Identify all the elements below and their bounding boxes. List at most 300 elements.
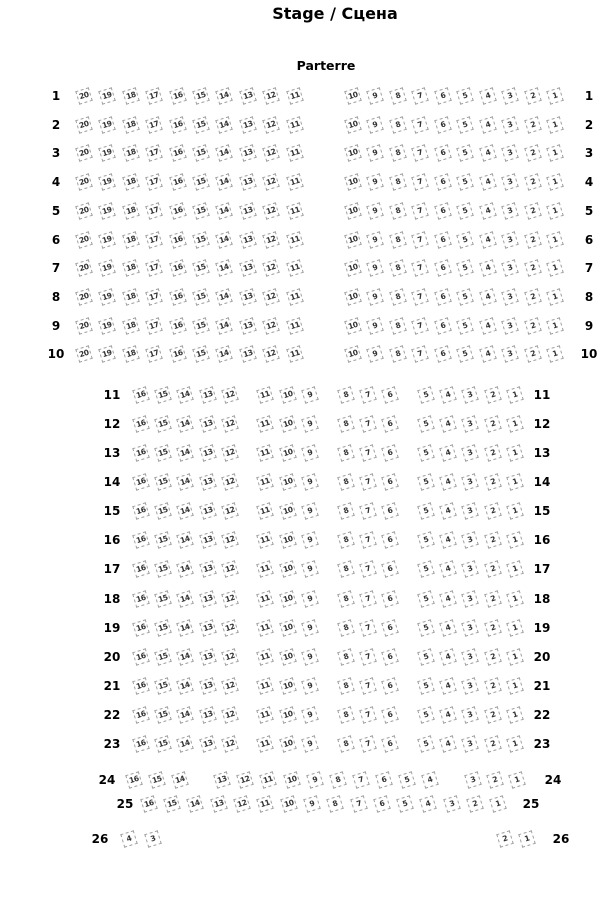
seat[interactable] <box>99 346 116 363</box>
seat[interactable] <box>192 202 209 219</box>
seat[interactable] <box>301 648 318 665</box>
seat[interactable] <box>199 503 216 520</box>
seat[interactable] <box>329 771 346 788</box>
seat[interactable] <box>213 771 230 788</box>
seat[interactable] <box>439 444 456 461</box>
seat[interactable] <box>221 561 238 578</box>
seat[interactable] <box>382 677 399 694</box>
seat[interactable] <box>439 473 456 490</box>
seat[interactable] <box>462 735 479 752</box>
seat[interactable] <box>122 346 139 363</box>
seat[interactable] <box>216 202 233 219</box>
seat[interactable] <box>221 473 238 490</box>
seat[interactable] <box>344 346 361 363</box>
seat[interactable] <box>417 619 434 636</box>
seat[interactable] <box>177 619 194 636</box>
seat[interactable] <box>262 231 279 248</box>
seat[interactable] <box>301 503 318 520</box>
seat[interactable] <box>99 317 116 334</box>
seat[interactable] <box>301 473 318 490</box>
seat[interactable] <box>145 231 162 248</box>
seat[interactable] <box>546 317 563 334</box>
seat[interactable] <box>456 288 473 305</box>
seat[interactable] <box>154 415 171 432</box>
seat[interactable] <box>546 87 563 104</box>
seat[interactable] <box>411 87 428 104</box>
seat[interactable] <box>257 590 274 607</box>
seat[interactable] <box>359 503 376 520</box>
seat[interactable] <box>344 145 361 162</box>
seat[interactable] <box>411 173 428 190</box>
seat[interactable] <box>154 561 171 578</box>
seat[interactable] <box>382 386 399 403</box>
seat[interactable] <box>366 173 383 190</box>
seat[interactable] <box>396 795 413 812</box>
seat[interactable] <box>169 145 186 162</box>
seat[interactable] <box>484 706 501 723</box>
seat[interactable] <box>506 473 523 490</box>
seat[interactable] <box>398 771 415 788</box>
seat[interactable] <box>350 795 367 812</box>
seat[interactable] <box>122 145 139 162</box>
seat[interactable] <box>216 346 233 363</box>
seat[interactable] <box>233 795 250 812</box>
seat[interactable] <box>337 415 354 432</box>
seat[interactable] <box>501 260 518 277</box>
seat[interactable] <box>546 145 563 162</box>
seat[interactable] <box>154 677 171 694</box>
seat[interactable] <box>524 231 541 248</box>
seat[interactable] <box>417 503 434 520</box>
seat[interactable] <box>506 706 523 723</box>
seat[interactable] <box>484 619 501 636</box>
seat[interactable] <box>462 415 479 432</box>
seat[interactable] <box>462 532 479 549</box>
seat[interactable] <box>359 473 376 490</box>
seat[interactable] <box>169 87 186 104</box>
seat[interactable] <box>501 202 518 219</box>
seat[interactable] <box>75 173 92 190</box>
seat[interactable] <box>279 473 296 490</box>
seat[interactable] <box>279 735 296 752</box>
seat[interactable] <box>122 173 139 190</box>
seat[interactable] <box>132 677 149 694</box>
seat[interactable] <box>439 735 456 752</box>
seat[interactable] <box>366 145 383 162</box>
seat[interactable] <box>177 735 194 752</box>
seat[interactable] <box>506 444 523 461</box>
seat[interactable] <box>417 532 434 549</box>
seat[interactable] <box>382 503 399 520</box>
seat[interactable] <box>439 590 456 607</box>
seat[interactable] <box>199 473 216 490</box>
seat[interactable] <box>262 288 279 305</box>
seat[interactable] <box>382 415 399 432</box>
seat[interactable] <box>199 386 216 403</box>
seat[interactable] <box>417 386 434 403</box>
seat[interactable] <box>439 706 456 723</box>
seat[interactable] <box>479 231 496 248</box>
seat[interactable] <box>506 503 523 520</box>
seat[interactable] <box>479 87 496 104</box>
seat[interactable] <box>286 87 303 104</box>
seat[interactable] <box>239 173 256 190</box>
seat[interactable] <box>286 231 303 248</box>
seat[interactable] <box>382 444 399 461</box>
seat[interactable] <box>506 735 523 752</box>
seat[interactable] <box>192 116 209 133</box>
seat[interactable] <box>382 619 399 636</box>
seat[interactable] <box>75 346 92 363</box>
seat[interactable] <box>132 648 149 665</box>
seat[interactable] <box>456 231 473 248</box>
seat[interactable] <box>382 532 399 549</box>
seat[interactable] <box>434 260 451 277</box>
seat[interactable] <box>337 590 354 607</box>
seat[interactable] <box>456 145 473 162</box>
seat[interactable] <box>479 317 496 334</box>
seat[interactable] <box>192 288 209 305</box>
seat[interactable] <box>411 202 428 219</box>
seat[interactable] <box>337 473 354 490</box>
seat[interactable] <box>99 145 116 162</box>
seat[interactable] <box>524 346 541 363</box>
seat[interactable] <box>344 317 361 334</box>
seat[interactable] <box>221 735 238 752</box>
seat[interactable] <box>187 795 204 812</box>
seat[interactable] <box>221 706 238 723</box>
seat[interactable] <box>456 173 473 190</box>
seat[interactable] <box>546 231 563 248</box>
seat[interactable] <box>199 561 216 578</box>
seat[interactable] <box>524 116 541 133</box>
seat[interactable] <box>169 317 186 334</box>
seat[interactable] <box>389 346 406 363</box>
seat[interactable] <box>439 532 456 549</box>
seat[interactable] <box>145 260 162 277</box>
seat[interactable] <box>524 145 541 162</box>
seat[interactable] <box>75 317 92 334</box>
seat[interactable] <box>257 648 274 665</box>
seat[interactable] <box>434 87 451 104</box>
seat[interactable] <box>239 116 256 133</box>
seat[interactable] <box>337 706 354 723</box>
seat[interactable] <box>389 231 406 248</box>
seat[interactable] <box>508 771 525 788</box>
seat[interactable] <box>456 317 473 334</box>
seat[interactable] <box>177 473 194 490</box>
seat[interactable] <box>286 260 303 277</box>
seat[interactable] <box>518 830 535 847</box>
seat[interactable] <box>199 735 216 752</box>
seat[interactable] <box>177 503 194 520</box>
seat[interactable] <box>99 260 116 277</box>
seat[interactable] <box>411 145 428 162</box>
seat[interactable] <box>344 87 361 104</box>
seat[interactable] <box>359 561 376 578</box>
seat[interactable] <box>484 503 501 520</box>
seat[interactable] <box>221 648 238 665</box>
seat[interactable] <box>456 116 473 133</box>
seat[interactable] <box>434 346 451 363</box>
seat[interactable] <box>132 735 149 752</box>
seat[interactable] <box>221 386 238 403</box>
seat[interactable] <box>501 288 518 305</box>
seat[interactable] <box>366 116 383 133</box>
seat[interactable] <box>192 145 209 162</box>
seat[interactable] <box>484 677 501 694</box>
seat[interactable] <box>279 444 296 461</box>
seat[interactable] <box>257 444 274 461</box>
seat[interactable] <box>462 677 479 694</box>
seat[interactable] <box>286 317 303 334</box>
seat[interactable] <box>262 317 279 334</box>
seat[interactable] <box>546 346 563 363</box>
seat[interactable] <box>122 317 139 334</box>
seat[interactable] <box>352 771 369 788</box>
seat[interactable] <box>411 288 428 305</box>
seat[interactable] <box>439 648 456 665</box>
seat[interactable] <box>484 473 501 490</box>
seat[interactable] <box>145 317 162 334</box>
seat[interactable] <box>417 735 434 752</box>
seat[interactable] <box>456 87 473 104</box>
seat[interactable] <box>382 473 399 490</box>
seat[interactable] <box>456 346 473 363</box>
seat[interactable] <box>145 87 162 104</box>
seat[interactable] <box>239 202 256 219</box>
seat[interactable] <box>99 116 116 133</box>
seat[interactable] <box>344 231 361 248</box>
seat[interactable] <box>366 288 383 305</box>
seat[interactable] <box>462 590 479 607</box>
seat[interactable] <box>366 87 383 104</box>
seat[interactable] <box>279 706 296 723</box>
seat[interactable] <box>462 561 479 578</box>
seat[interactable] <box>506 677 523 694</box>
seat[interactable] <box>132 590 149 607</box>
seat[interactable] <box>99 202 116 219</box>
seat[interactable] <box>283 771 300 788</box>
seat[interactable] <box>439 561 456 578</box>
seat[interactable] <box>456 202 473 219</box>
seat[interactable] <box>303 795 320 812</box>
seat[interactable] <box>506 590 523 607</box>
seat[interactable] <box>154 444 171 461</box>
seat[interactable] <box>501 346 518 363</box>
seat[interactable] <box>262 173 279 190</box>
seat[interactable] <box>257 386 274 403</box>
seat[interactable] <box>262 116 279 133</box>
seat[interactable] <box>262 145 279 162</box>
seat[interactable] <box>75 87 92 104</box>
seat[interactable] <box>257 706 274 723</box>
seat[interactable] <box>122 87 139 104</box>
seat[interactable] <box>177 648 194 665</box>
seat[interactable] <box>221 503 238 520</box>
seat[interactable] <box>462 473 479 490</box>
seat[interactable] <box>75 231 92 248</box>
seat[interactable] <box>239 288 256 305</box>
seat[interactable] <box>239 260 256 277</box>
seat[interactable] <box>434 231 451 248</box>
seat[interactable] <box>382 706 399 723</box>
seat[interactable] <box>192 260 209 277</box>
seat[interactable] <box>169 116 186 133</box>
seat[interactable] <box>262 87 279 104</box>
seat[interactable] <box>417 706 434 723</box>
seat[interactable] <box>439 619 456 636</box>
seat[interactable] <box>221 590 238 607</box>
seat[interactable] <box>99 173 116 190</box>
seat[interactable] <box>546 260 563 277</box>
seat[interactable] <box>439 415 456 432</box>
seat[interactable] <box>382 735 399 752</box>
seat[interactable] <box>210 795 227 812</box>
seat[interactable] <box>154 619 171 636</box>
seat[interactable] <box>417 677 434 694</box>
seat[interactable] <box>301 677 318 694</box>
seat[interactable] <box>260 771 277 788</box>
seat[interactable] <box>359 386 376 403</box>
seat[interactable] <box>239 145 256 162</box>
seat[interactable] <box>221 444 238 461</box>
seat[interactable] <box>279 677 296 694</box>
seat[interactable] <box>501 116 518 133</box>
seat[interactable] <box>389 317 406 334</box>
seat[interactable] <box>344 173 361 190</box>
seat[interactable] <box>501 231 518 248</box>
seat[interactable] <box>479 202 496 219</box>
seat[interactable] <box>359 619 376 636</box>
seat[interactable] <box>199 677 216 694</box>
seat[interactable] <box>199 706 216 723</box>
seat[interactable] <box>257 473 274 490</box>
seat[interactable] <box>125 771 142 788</box>
seat[interactable] <box>462 444 479 461</box>
seat[interactable] <box>434 288 451 305</box>
seat[interactable] <box>286 116 303 133</box>
seat[interactable] <box>75 260 92 277</box>
seat[interactable] <box>411 231 428 248</box>
seat[interactable] <box>132 561 149 578</box>
seat[interactable] <box>154 735 171 752</box>
seat[interactable] <box>145 288 162 305</box>
seat[interactable] <box>420 795 437 812</box>
seat[interactable] <box>417 415 434 432</box>
seat[interactable] <box>411 116 428 133</box>
seat[interactable] <box>546 288 563 305</box>
seat[interactable] <box>177 415 194 432</box>
seat[interactable] <box>484 648 501 665</box>
seat[interactable] <box>359 648 376 665</box>
seat[interactable] <box>239 346 256 363</box>
seat[interactable] <box>122 231 139 248</box>
seat[interactable] <box>216 288 233 305</box>
seat[interactable] <box>216 116 233 133</box>
seat[interactable] <box>417 561 434 578</box>
seat[interactable] <box>359 532 376 549</box>
seat[interactable] <box>257 415 274 432</box>
seat[interactable] <box>501 317 518 334</box>
seat[interactable] <box>192 87 209 104</box>
seat[interactable] <box>421 771 438 788</box>
seat[interactable] <box>546 116 563 133</box>
seat[interactable] <box>132 386 149 403</box>
seat[interactable] <box>279 415 296 432</box>
seat[interactable] <box>524 202 541 219</box>
seat[interactable] <box>154 473 171 490</box>
seat[interactable] <box>506 561 523 578</box>
seat[interactable] <box>132 532 149 549</box>
seat[interactable] <box>199 415 216 432</box>
seat[interactable] <box>145 145 162 162</box>
seat[interactable] <box>479 173 496 190</box>
seat[interactable] <box>75 202 92 219</box>
seat[interactable] <box>216 317 233 334</box>
seat[interactable] <box>484 590 501 607</box>
seat[interactable] <box>389 288 406 305</box>
seat[interactable] <box>257 532 274 549</box>
seat[interactable] <box>154 706 171 723</box>
seat[interactable] <box>262 260 279 277</box>
seat[interactable] <box>479 346 496 363</box>
seat[interactable] <box>132 444 149 461</box>
seat[interactable] <box>389 87 406 104</box>
seat[interactable] <box>389 260 406 277</box>
seat[interactable] <box>199 532 216 549</box>
seat[interactable] <box>506 386 523 403</box>
seat[interactable] <box>132 503 149 520</box>
seat[interactable] <box>366 317 383 334</box>
seat[interactable] <box>154 386 171 403</box>
seat[interactable] <box>326 795 343 812</box>
seat[interactable] <box>306 771 323 788</box>
seat[interactable] <box>120 830 137 847</box>
seat[interactable] <box>434 202 451 219</box>
seat[interactable] <box>337 532 354 549</box>
seat[interactable] <box>524 173 541 190</box>
seat[interactable] <box>337 444 354 461</box>
seat[interactable] <box>375 771 392 788</box>
seat[interactable] <box>359 590 376 607</box>
seat[interactable] <box>132 473 149 490</box>
seat[interactable] <box>366 260 383 277</box>
seat[interactable] <box>382 561 399 578</box>
seat[interactable] <box>221 415 238 432</box>
seat[interactable] <box>75 116 92 133</box>
seat[interactable] <box>122 116 139 133</box>
seat[interactable] <box>479 260 496 277</box>
seat[interactable] <box>286 346 303 363</box>
seat[interactable] <box>486 771 503 788</box>
seat[interactable] <box>99 87 116 104</box>
seat[interactable] <box>75 145 92 162</box>
seat[interactable] <box>199 648 216 665</box>
seat[interactable] <box>366 202 383 219</box>
seat[interactable] <box>439 386 456 403</box>
seat[interactable] <box>301 444 318 461</box>
seat[interactable] <box>366 231 383 248</box>
seat[interactable] <box>221 677 238 694</box>
seat[interactable] <box>257 619 274 636</box>
seat[interactable] <box>169 288 186 305</box>
seat[interactable] <box>546 202 563 219</box>
seat[interactable] <box>163 795 180 812</box>
seat[interactable] <box>434 317 451 334</box>
seat[interactable] <box>434 145 451 162</box>
seat[interactable] <box>154 503 171 520</box>
